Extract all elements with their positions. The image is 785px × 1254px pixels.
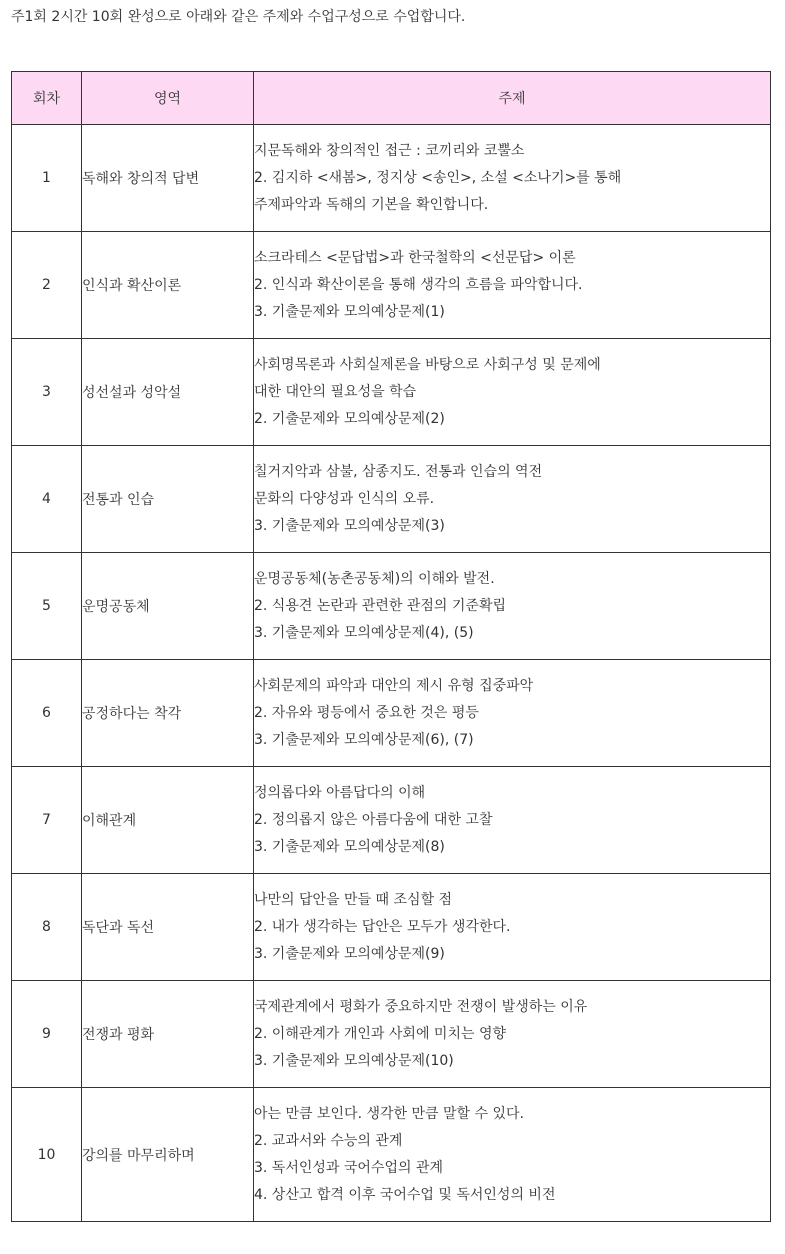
table-row: [12, 1088, 771, 1222]
header-session: 회차: [12, 72, 82, 125]
table-row: [12, 767, 771, 874]
topic-line: 아는 만큼 보인다. 생각한 만큼 말할 수 있다.: [254, 1105, 524, 1122]
session-number: 10: [12, 1088, 82, 1222]
session-number: 3: [12, 339, 82, 446]
area-name: 전통과 인습: [82, 446, 254, 553]
table-row: [12, 981, 771, 1088]
table-row: [12, 125, 771, 232]
topic-cell: [254, 767, 771, 874]
topic-cell: [254, 1088, 771, 1222]
intro-text: 주1회 2시간 10회 완성으로 아래와 같은 주제와 수업구성으로 수업합니다.: [11, 9, 466, 25]
curriculum-table: [11, 71, 771, 1222]
area-name: 공정하다는 착각: [82, 660, 254, 767]
topic-line: 3. 독서인성과 국어수업의 관계: [254, 1159, 443, 1176]
topic-line: 2. 기출문제와 모의예상문제(2): [254, 410, 445, 427]
topic-line: 소크라테스 <문답법>과 한국철학의 <선문답> 이론: [254, 249, 576, 266]
topic-line: 3. 기출문제와 모의예상문제(1): [254, 303, 445, 320]
topic-cell: [254, 553, 771, 660]
table-row: [12, 446, 771, 553]
table-row: [12, 232, 771, 339]
topic-cell: [254, 981, 771, 1088]
topic-line: 4. 상산고 합격 이후 국어수업 및 독서인성의 비전: [254, 1186, 556, 1203]
topic-line: 주제파악과 독해의 기본을 확인합니다.: [254, 196, 489, 213]
topic-line: 나만의 답안을 만들 때 조심할 점: [254, 891, 453, 908]
topic-line: 3. 기출문제와 모의예상문제(8): [254, 838, 445, 855]
table-header-row: [12, 72, 771, 125]
topic-line: 대한 대안의 필요성을 학습: [254, 383, 417, 400]
table-body: [12, 125, 771, 1222]
topic-line: 칠거지악과 삼불, 삼종지도. 전통과 인습의 역전: [254, 463, 543, 480]
area-name: 전쟁과 평화: [82, 981, 254, 1088]
topic-line: 국제관계에서 평화가 중요하지만 전쟁이 발생하는 이유: [254, 998, 588, 1015]
header-topic: 주제: [254, 72, 771, 125]
topic-line: 2. 식용견 논란과 관련한 관점의 기준확립: [254, 597, 506, 614]
topic-line: 3. 기출문제와 모의예상문제(4), (5): [254, 624, 474, 641]
session-number: 6: [12, 660, 82, 767]
topic-cell: [254, 446, 771, 553]
area-name: 운명공동체: [82, 553, 254, 660]
topic-cell: [254, 125, 771, 232]
topic-line: 운명공동체(농촌공동체)의 이해와 발전.: [254, 570, 495, 587]
header-area: 영역: [82, 72, 254, 125]
topic-line: 사회문제의 파악과 대안의 제시 유형 집중파악: [254, 677, 534, 694]
topic-line: 2. 교과서와 수능의 관계: [254, 1132, 403, 1149]
topic-line: 2. 자유와 평등에서 중요한 것은 평등: [254, 704, 479, 721]
topic-cell: [254, 660, 771, 767]
topic-line: 3. 기출문제와 모의예상문제(6), (7): [254, 731, 474, 748]
topic-line: 정의롭다와 아름답다의 이해: [254, 784, 426, 801]
topic-line: 문화의 다양성과 인식의 오류.: [254, 490, 435, 507]
session-number: 2: [12, 232, 82, 339]
session-number: 1: [12, 125, 82, 232]
topic-cell: [254, 339, 771, 446]
table-row: [12, 339, 771, 446]
topic-line: 2. 이해관계가 개인과 사회에 미치는 영향: [254, 1025, 506, 1042]
table-row: [12, 553, 771, 660]
topic-line: 3. 기출문제와 모의예상문제(9): [254, 945, 445, 962]
area-name: 독해와 창의적 답변: [82, 125, 254, 232]
topic-line: 2. 정의롭지 않은 아름다움에 대한 고찰: [254, 811, 493, 828]
area-name: 성선설과 성악설: [82, 339, 254, 446]
area-name: 인식과 확산이론: [82, 232, 254, 339]
topic-line: 2. 인식과 확산이론을 통해 생각의 흐름을 파악합니다.: [254, 276, 583, 293]
topic-line: 3. 기출문제와 모의예상문제(3): [254, 517, 445, 534]
topic-line: 사회명목론과 사회실제론을 바탕으로 사회구성 및 문제에: [254, 356, 601, 373]
table-row: [12, 874, 771, 981]
session-number: 5: [12, 553, 82, 660]
area-name: 독단과 독선: [82, 874, 254, 981]
topic-cell: [254, 874, 771, 981]
area-name: 이해관계: [82, 767, 254, 874]
topic-cell: [254, 232, 771, 339]
session-number: 8: [12, 874, 82, 981]
area-name: 강의를 마무리하며: [82, 1088, 254, 1222]
session-number: 4: [12, 446, 82, 553]
table-row: [12, 660, 771, 767]
topic-line: 지문독해와 창의적인 접근 : 코끼리와 코뿔소: [254, 142, 525, 159]
session-number: 7: [12, 767, 82, 874]
topic-line: 2. 김지하 <새봄>, 정지상 <송인>, 소설 <소나기>를 통해: [254, 169, 622, 186]
topic-line: 3. 기출문제와 모의예상문제(10): [254, 1052, 454, 1069]
topic-line: 2. 내가 생각하는 답안은 모두가 생각한다.: [254, 918, 511, 935]
session-number: 9: [12, 981, 82, 1088]
